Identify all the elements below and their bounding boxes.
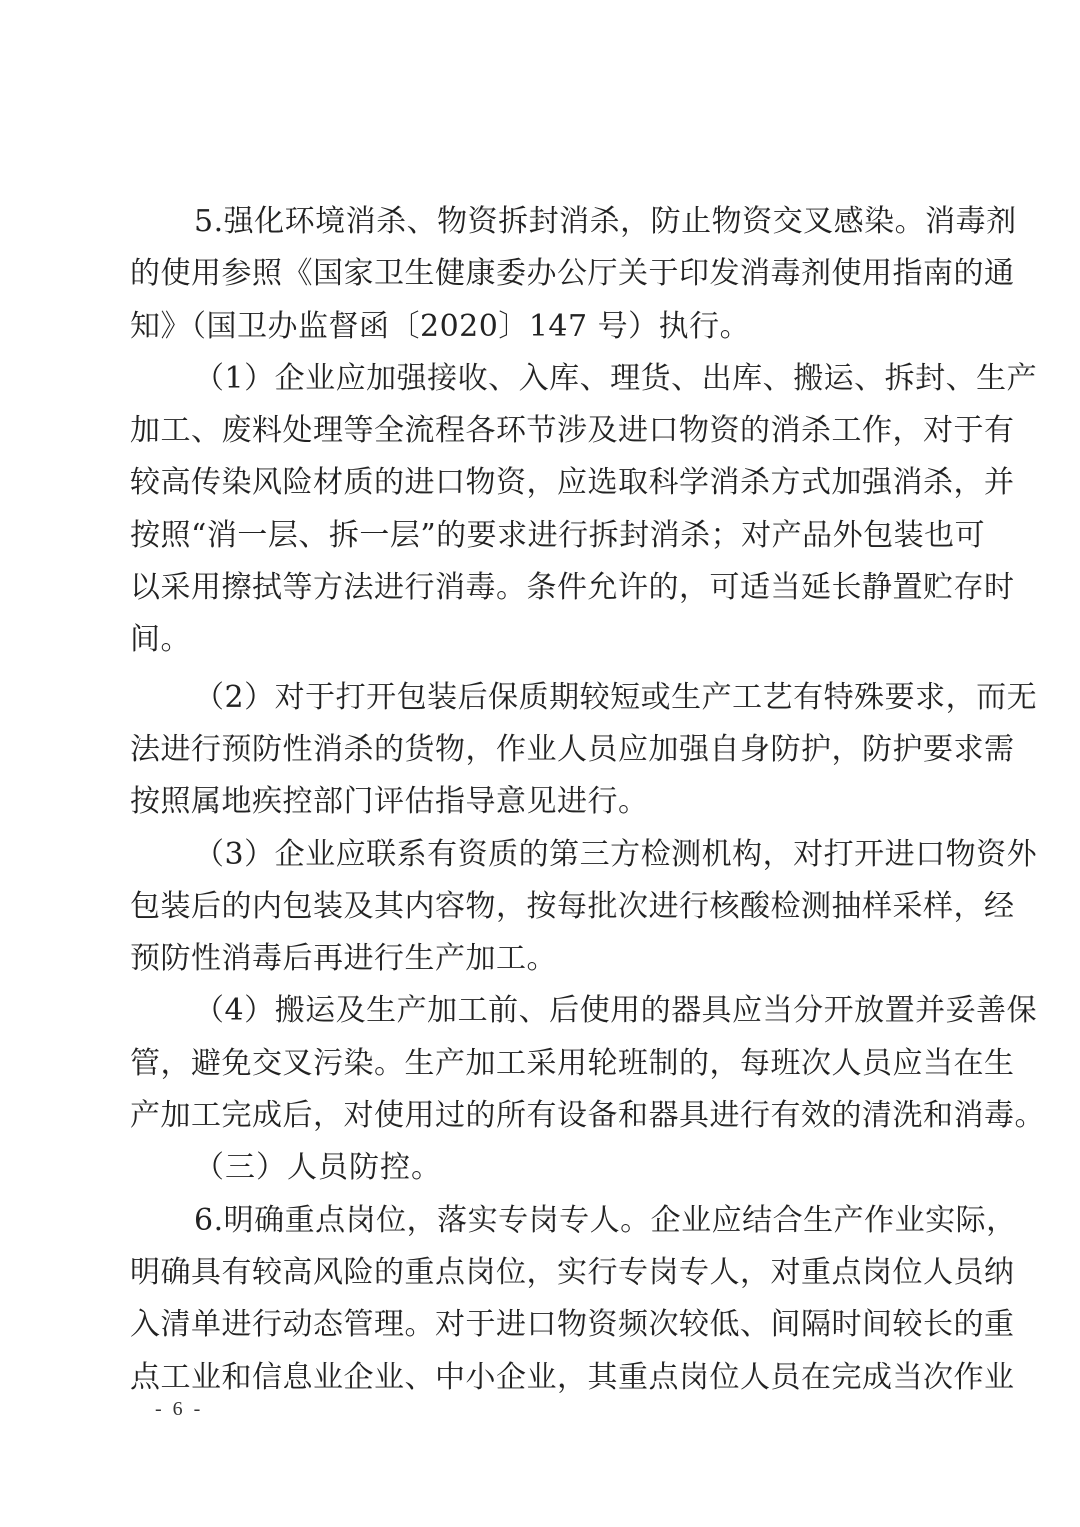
paragraph-line: 加工、废料处理等全流程各环节涉及进口物资的消杀工作，对于有: [130, 413, 1015, 449]
paragraph-line: （2）对于打开包装后保质期较短或生产工艺有特殊要求，而无: [194, 679, 1038, 715]
section-heading: （三）人员防控。: [194, 1150, 442, 1186]
paragraph-line: 知》（国卫办监督函〔2020〕147 号）执行。: [130, 308, 751, 344]
paragraph-item-5-1: [130, 353, 1038, 667]
paragraph-line: （3）企业应联系有资质的第三方检测机构，对打开进口物资外: [194, 836, 1038, 872]
paragraph-line: 点工业和信息业企业、中小企业，其重点岗位人员在完成当次作业: [130, 1359, 1015, 1395]
paragraph-line: 按照属地疾控部门评估指导意见进行。: [130, 784, 649, 820]
paragraph-line: 较高传染风险材质的进口物资，应选取科学消杀方式加强消杀，并: [130, 465, 1015, 501]
paragraph-line: （4）搬运及生产加工前、后使用的器具应当分开放置并妥善保: [194, 993, 1038, 1029]
paragraph-line: 包装后的内包装及其内容物，按每批次进行核酸检测抽样采样，经: [130, 888, 1015, 924]
paragraph-line: 管，避免交叉污染。生产加工采用轮班制的，每班次人员应当在生: [130, 1045, 1015, 1081]
document-body: [130, 196, 1045, 1404]
paragraph-line: （1）企业应加强接收、入库、理货、出库、搬运、拆封、生产: [194, 360, 1038, 396]
paragraph-line: 的使用参照《国家卫生健康委办公厅关于印发消毒剂使用指南的通: [130, 256, 1015, 292]
paragraph-item-5-3: [130, 829, 1038, 986]
paragraph-line: 明确具有较高风险的重点岗位，实行专岗专人，对重点岗位人员纳: [130, 1254, 1015, 1290]
paragraph-line: 产加工完成后，对使用过的所有设备和器具进行有效的清洗和消毒。: [130, 1098, 1045, 1134]
paragraph-line: 间。: [130, 622, 191, 658]
paragraph-item-5: [130, 196, 1017, 353]
page-number: - 6 -: [155, 1398, 204, 1420]
paragraph-item-6: [130, 1195, 1017, 1404]
paragraph-line: 6.明确重点岗位，落实专岗专人。企业应结合生产作业实际，: [194, 1202, 1017, 1238]
paragraph-line: 入清单进行动态管理。对于进口物资频次较低、间隔时间较长的重: [130, 1307, 1015, 1343]
paragraph-line: 5.强化环境消杀、物资拆封消杀，防止物资交叉感染。消毒剂: [194, 204, 1017, 239]
paragraph-item-5-2: [130, 672, 1038, 829]
paragraph-line: 以采用擦拭等方法进行消毒。条件允许的，可适当延长静置贮存时: [130, 570, 1015, 606]
section-heading-3: [130, 1142, 952, 1194]
paragraph-line: 按照“消一层、拆一层”的要求进行拆封消杀；对产品外包装也可: [130, 517, 986, 553]
paragraph-line: 预防性消毒后再进行生产加工。: [130, 941, 557, 977]
paragraph-line: 法进行预防性消杀的货物，作业人员应加强自身防护，防护要求需: [130, 731, 1015, 767]
paragraph-item-5-4: [130, 985, 1045, 1142]
